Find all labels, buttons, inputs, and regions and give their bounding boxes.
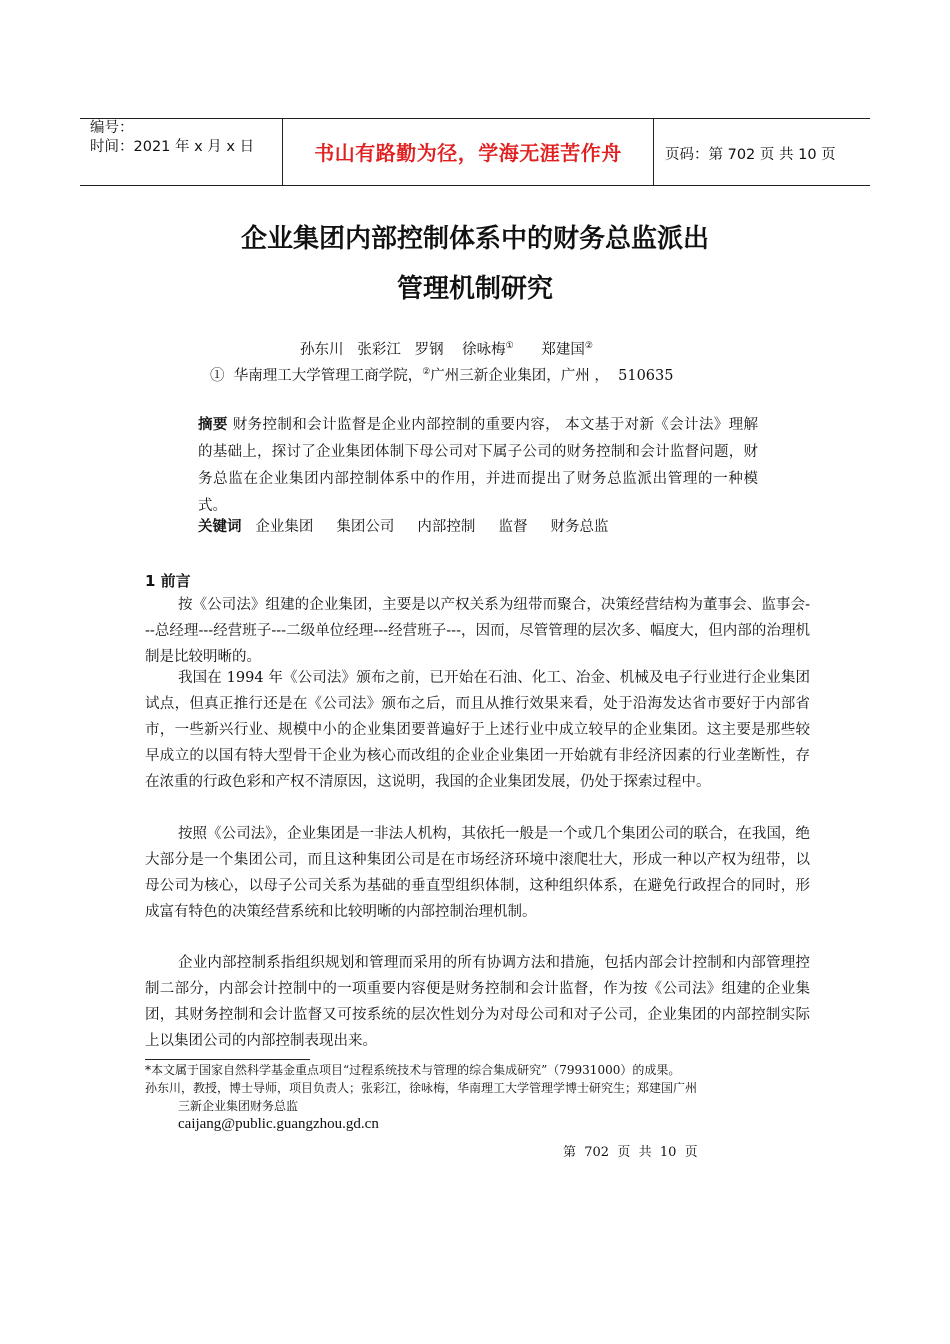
keywords-label: 关键词 <box>198 519 242 535</box>
author-mark-2: ② <box>584 341 593 352</box>
keywords-text: 企业集团 集团公司 内部控制 监督 财务总监 <box>241 519 609 535</box>
paragraph-3: 按照《公司法》，企业集团是一非法人机构，其依托一般是一个或几个集团公司的联合，在我国，绝大部分是一个集团公司，而且这种集团公司是在市场经济环境中滚爬壮大，形成一种以产权为纽带，以母公司为核心，以母子公司关系为基础的垂直型组织体制，这种组织体系，在避免行政捏合的同时，形成富有特色的决策经营系统和比较明晰的内部控制治理机制。 <box>145 826 810 920</box>
header-page-info: 页码：第 702 页 共 10 页 <box>665 147 836 163</box>
time-label: 时间：2021 年 x 月 x 日 <box>90 139 255 155</box>
author-line <box>300 338 593 359</box>
affil-mark-2: ② <box>422 367 431 378</box>
page-footer: 第 702 页 共 10 页 <box>563 1145 698 1160</box>
footnote-2b: 三新企业集团财务总监 <box>178 1099 299 1113</box>
paragraph-1: 按《公司法》组建的企业集团，主要是以产权关系为纽带而聚合，决策经营结构为董事会、监事会---总经理---经营班子---二级单位经理---经营班子---，因而，尽管管理的层次多、幅度大，但内部的治理机制是比较明晰的。 <box>145 597 810 665</box>
author-mark-1: ① <box>505 341 514 352</box>
affil-text-1: 华南理工大学管理工商学院， <box>224 368 423 384</box>
number-label: 编号： <box>90 120 134 136</box>
footnote-2a: 孙东川，教授，博士导师，项目负责人；张彩江，徐咏梅，华南理工大学管理学博士研究生；郑建国广州 <box>145 1081 698 1095</box>
author-names: 孙东川 张彩江 罗钢 徐咏梅 <box>300 342 506 358</box>
abstract <box>198 412 758 520</box>
footnote-rule <box>145 1059 310 1060</box>
affil-text-2: 广州三新企业集团，广州 ， 510635 <box>430 368 674 384</box>
footnote-email: caijang@public.guangzhou.gd.cn <box>178 1116 379 1132</box>
title-line-2: 管理机制研究 <box>396 274 553 304</box>
affiliation-line <box>210 364 673 385</box>
keywords <box>198 515 609 536</box>
abstract-text: 财务控制和会计监督是企业内部控制的重要内容， 本文基于对新《会计法》理解的基础上，探讨了企业集团体制下母公司对下属子公司的财务控制和会计监督问题，财务总监在企业集团内部控制体系中的作用，并进而提出了财务总监派出管理的一种模式。 <box>198 417 759 514</box>
affil-mark-1: ① <box>210 368 225 384</box>
motto-text: 书山有路勤为径，学海无涯苦作舟 <box>314 141 622 165</box>
paragraph-4: 企业内部控制系指组织规划和管理而采用的所有协调方法和措施，包括内部会计控制和内部管理控制二部分，内部会计控制中的一项重要内容便是财务控制和会计监督，作为按《公司法》组建的企业集团，其财务控制和会计监督又可按系统的层次性划分为对母公司和对子公司，企业集团的内部控制实际上以集团公司的内部控制表现出来。 <box>145 955 810 1049</box>
footnote-1: *本文属于国家自然科学基金重点项目“过程系统技术与管理的综合集成研究”（79931000）的成果。 <box>145 1063 681 1077</box>
title-line-1: 企业集团内部控制体系中的财务总监派出 <box>240 224 709 254</box>
abstract-label: 摘要 <box>198 417 228 433</box>
paragraph-2: 我国在 1994 年《公司法》颁布之前，已开始在石油、化工、冶金、机械及电子行业进行企业集团试点，但真正推行还是在《公司法》颁布之后，而且从推行效果来看，处于沿海发达省市要好于内部省市，一些新兴行业、规模中小的企业集团要普遍好于上述行业中成立较早的企业集团。这主要是那些较早成立的以国有特大型骨干企业为核心而改组的企业企业集团一开始就有非经济因素的行业垄断性，存在浓重的行政色彩和产权不清原因，这说明，我国的企业集团发展，仍处于探索过程中。 <box>145 670 810 790</box>
header-bottom-rule <box>80 185 870 186</box>
header-meta <box>90 119 254 157</box>
author-last: 郑建国 <box>541 342 585 358</box>
section-heading: 1 前言 <box>145 572 191 590</box>
